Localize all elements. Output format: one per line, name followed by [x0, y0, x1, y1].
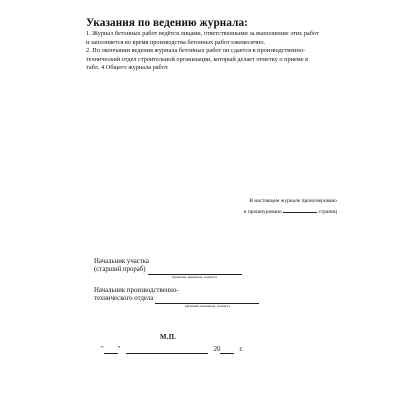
day-blank — [104, 347, 118, 354]
month-blank — [126, 347, 208, 354]
signature-title-line: технического отдела — [94, 295, 154, 303]
signature-blank — [148, 268, 242, 280]
instruction-line: табл. 4 Общего журнала работ. — [86, 64, 169, 72]
instruction-paragraph-1 — [86, 30, 332, 47]
signature-title-line: Начальник производственно- — [94, 287, 179, 294]
page-count-stamp — [227, 196, 337, 218]
stamp-line-laced — [227, 207, 337, 218]
stamp-laced-label: и прошнуровано — [243, 209, 282, 215]
seal-place-label: М.П. — [160, 334, 177, 341]
date-line — [101, 346, 243, 354]
date-quote-open: " — [101, 346, 104, 353]
instruction-line: 2. По окончании ведения журнала бетонных работ он сдается в производственно- — [86, 47, 306, 55]
date-quote-close: " — [117, 346, 121, 353]
year-prefix: 20 — [213, 346, 221, 353]
instruction-line: технический отдел строительной организации, который делает отметку о приеме в — [86, 55, 309, 63]
stamp-pages-label: страниц — [318, 209, 337, 215]
signature-pto-chief — [94, 287, 259, 309]
year-blank — [220, 347, 234, 354]
signature-title-line: Начальник участка — [94, 258, 149, 265]
instruction-line: 1. Журнал бетонных работ ведётся лицами, ответственными за выполнение этих работ — [86, 30, 319, 37]
stamp-line-numbered: В настоящем журнале пронумеровано — [249, 198, 337, 204]
instruction-paragraph-2 — [86, 47, 332, 73]
instructions-block — [86, 30, 332, 73]
year-suffix: г. — [239, 346, 244, 353]
instruction-line: и заполняется во время производства бетонных работ ежемесячно. — [86, 38, 266, 46]
page-count-blank — [283, 207, 317, 213]
signature-blank — [155, 297, 259, 309]
document-title: Указания по ведению журнала: — [86, 17, 249, 29]
signature-site-chief — [94, 258, 242, 280]
signature-hint: (фамилия, инициалы, подпись) — [172, 275, 217, 280]
signature-hint: (фамилия, инициалы, подпись) — [184, 304, 230, 309]
signature-title-line: (старший прораб) — [94, 266, 146, 274]
